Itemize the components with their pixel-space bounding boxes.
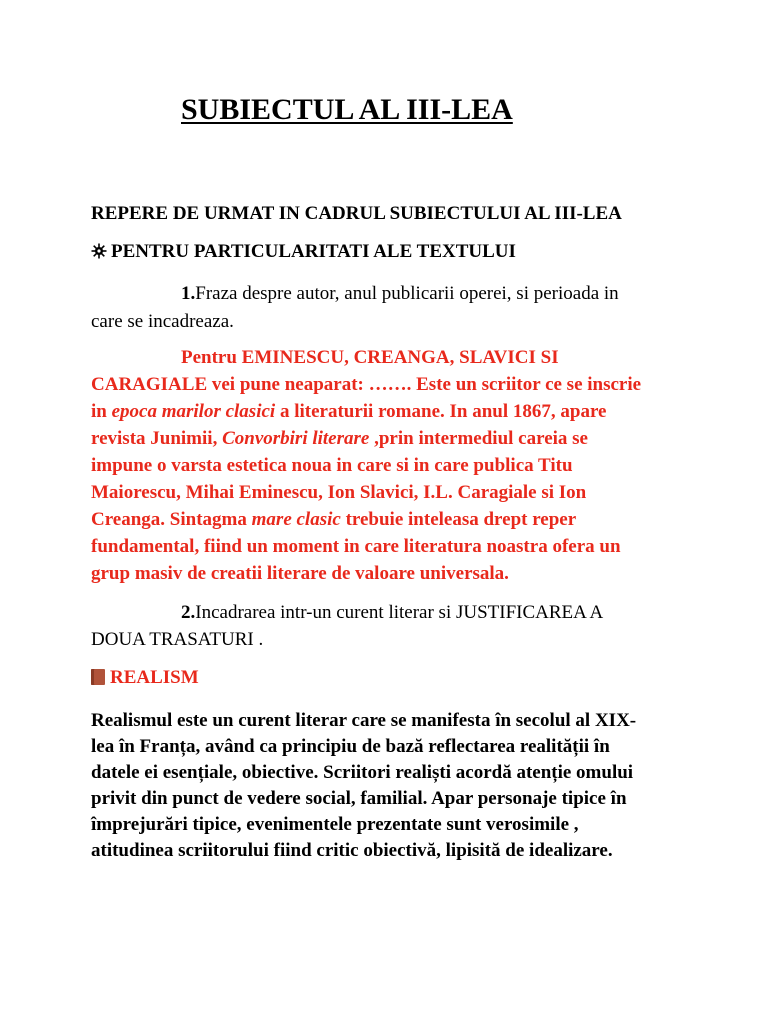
heading-particularitati: [91, 241, 516, 263]
red-line-4: [91, 428, 588, 450]
item1-line2: care se incadreaza.: [91, 311, 234, 332]
realism-heading-text: REALISM: [110, 667, 199, 688]
red-line-6: Maiorescu, Mihai Eminescu, Ion Slavici, I.L. Caragiale si Ion: [91, 482, 587, 503]
book-icon: [91, 669, 105, 685]
item1-number: 1.: [181, 283, 196, 304]
red-line-5: impune o varsta estetica noua in care si in care publica Titu: [91, 455, 573, 476]
item2-number: 2.: [181, 602, 196, 623]
realism-line-6: atitudinea scriitorului fiind critic obiectivă, lipisită de idealizare.: [91, 840, 613, 861]
red-line-1: Pentru EMINESCU, CREANGA, SLAVICI SI: [181, 347, 559, 368]
sun-bullet-icon: [91, 243, 107, 259]
red-line-3: [91, 401, 606, 423]
red-7b: trebuie inteleasa drept reper: [340, 509, 577, 530]
heading-repere: REPERE DE URMAT IN CADRUL SUBIECTULUI AL III-LEA: [91, 203, 622, 224]
red-4b: ,prin intermediul careia se: [369, 428, 588, 449]
red-7a: Creanga. Sintagma: [91, 509, 252, 530]
realism-line-5: împrejurări tipice, evenimentele prezentate sunt verosimile ,: [91, 814, 579, 835]
red-line-2: CARAGIALE vei pune neaparat: ……. Este un scriitor ce se inscrie: [91, 374, 642, 395]
item2-line2: DOUA TRASATURI .: [91, 629, 264, 650]
realism-line-3: datele ei esențiale, obiective. Scriitori realiști acordă atenție omului: [91, 762, 634, 783]
realism-line-2: lea în Franța, având ca principiu de bază reflectarea realității în: [91, 736, 610, 757]
item1-text-1: Fraza despre autor, anul publicarii operei, si perioada in: [195, 283, 619, 304]
red-3a: in: [91, 401, 112, 422]
red-4i: Convorbiri literare: [222, 428, 370, 449]
heading-particularitati-text: PENTRU PARTICULARITATI ALE TEXTULUI: [111, 241, 516, 262]
red-7i: mare clasic: [251, 509, 341, 530]
item1-line1: [181, 283, 619, 305]
red-line-9: grup masiv de creatii literare de valoare universala.: [91, 563, 509, 584]
item2-text-1: Incadrarea intr-un curent literar si JUSTIFICAREA A: [195, 602, 604, 623]
item2-line1: [181, 602, 603, 624]
page-title: SUBIECTUL AL III-LEA: [181, 93, 513, 126]
red-4a: revista Junimii,: [91, 428, 223, 449]
red-line-8: fundamental, fiind un moment in care literatura noastra ofera un: [91, 536, 621, 557]
realism-line-1: Realismul este un curent literar care se manifesta în secolul al XIX-: [91, 710, 637, 731]
realism-line-4: privit din punct de vedere social, familial. Apar personaje tipice în: [91, 788, 627, 809]
realism-heading: [91, 667, 199, 689]
red-3i: epoca marilor clasici: [111, 401, 276, 422]
red-3b: a literaturii romane. In anul 1867, apare: [275, 401, 607, 422]
red-line-7: [91, 509, 576, 531]
